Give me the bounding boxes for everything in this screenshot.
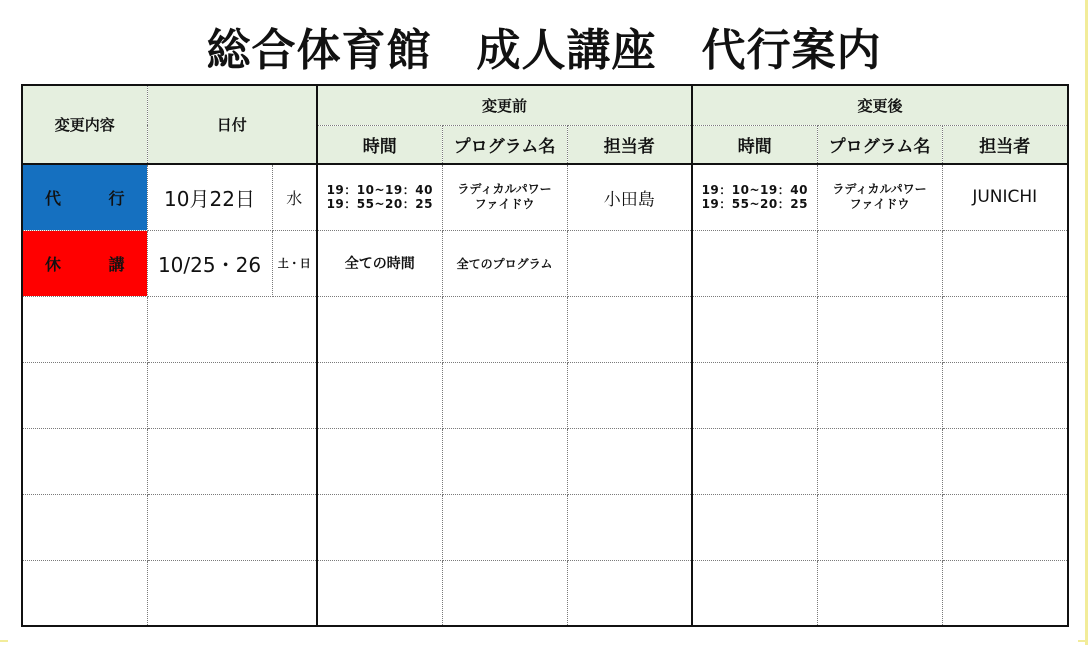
empty-cell — [692, 362, 817, 428]
header-before-program: プログラム名 — [442, 125, 567, 164]
program-line: ラディカルパワー — [457, 182, 552, 197]
empty-cell — [817, 560, 942, 626]
time-line: 19：10~19：40 — [326, 183, 433, 198]
empty-cell — [692, 296, 817, 362]
badge-char: 代 — [45, 188, 62, 208]
table-row — [22, 296, 1068, 362]
empty-cell — [692, 428, 817, 494]
header-before: 変更前 — [317, 85, 692, 125]
before-time-cell — [317, 164, 442, 230]
empty-cell — [22, 560, 147, 626]
empty-cell — [317, 296, 442, 362]
empty-cell — [567, 494, 692, 560]
empty-cell — [442, 494, 567, 560]
table-row — [22, 230, 1068, 296]
empty-cell — [817, 428, 942, 494]
empty-cell — [817, 296, 942, 362]
after-program-cell — [817, 230, 942, 296]
header-change-type: 変更内容 — [22, 85, 147, 164]
before-program-cell — [442, 164, 567, 230]
page-title: 総合体育館 成人講座 代行案内 — [206, 25, 882, 76]
empty-cell — [317, 494, 442, 560]
empty-cell — [22, 428, 147, 494]
header-before-instructor: 担当者 — [567, 125, 692, 164]
badge-char: 休 — [45, 254, 62, 274]
page-corner-mark — [0, 640, 8, 642]
empty-cell — [317, 428, 442, 494]
empty-cell — [942, 560, 1068, 626]
table-row — [22, 560, 1068, 626]
empty-cell — [22, 362, 147, 428]
empty-cell — [22, 494, 147, 560]
empty-cell — [942, 296, 1068, 362]
time-line: 19：55~20：25 — [701, 197, 808, 212]
substitute-badge — [22, 164, 147, 230]
empty-cell — [817, 494, 942, 560]
empty-cell — [442, 560, 567, 626]
cancel-badge — [22, 230, 147, 296]
empty-cell — [442, 296, 567, 362]
table-row — [22, 428, 1068, 494]
after-instructor-cell: JUNICHI — [942, 164, 1068, 230]
header-after-time: 時間 — [692, 125, 817, 164]
empty-cell — [147, 494, 317, 560]
empty-cell — [817, 362, 942, 428]
table-row — [22, 362, 1068, 428]
after-instructor-cell — [942, 230, 1068, 296]
before-time-cell: 全ての時間 — [317, 230, 442, 296]
day-of-week-cell: 土・日 — [272, 230, 317, 296]
header-before-time: 時間 — [317, 125, 442, 164]
day-of-week-cell: 水 — [272, 164, 317, 230]
header-after: 変更後 — [692, 85, 1068, 125]
empty-cell — [692, 494, 817, 560]
empty-cell — [147, 560, 317, 626]
empty-cell — [567, 362, 692, 428]
header-after-program: プログラム名 — [817, 125, 942, 164]
empty-cell — [147, 428, 317, 494]
empty-cell — [567, 428, 692, 494]
empty-cell — [942, 428, 1068, 494]
program-line: ラディカルパワー — [832, 182, 927, 197]
empty-cell — [692, 560, 817, 626]
before-program-cell: 全てのプログラム — [442, 230, 567, 296]
before-instructor-cell: 小田島 — [567, 164, 692, 230]
date-cell: 10/25・26 — [147, 230, 272, 296]
empty-cell — [567, 560, 692, 626]
empty-cell — [22, 296, 147, 362]
time-line: 19：55~20：25 — [326, 197, 433, 212]
empty-cell — [317, 362, 442, 428]
after-time-cell — [692, 230, 817, 296]
empty-cell — [442, 362, 567, 428]
table-row — [22, 494, 1068, 560]
header-after-instructor: 担当者 — [942, 125, 1068, 164]
badge-char: 行 — [108, 188, 125, 208]
after-program-cell — [817, 164, 942, 230]
badge-char: 講 — [108, 254, 125, 274]
time-line: 19：10~19：40 — [701, 183, 808, 198]
before-instructor-cell — [567, 230, 692, 296]
page-corner-mark — [1078, 640, 1086, 642]
empty-cell — [567, 296, 692, 362]
date-cell: 10月22日 — [147, 164, 272, 230]
empty-cell — [317, 560, 442, 626]
schedule-table — [21, 84, 1069, 627]
after-time-cell — [692, 164, 817, 230]
empty-cell — [942, 362, 1068, 428]
empty-cell — [147, 296, 317, 362]
empty-cell — [147, 362, 317, 428]
header-date: 日付 — [147, 85, 317, 164]
program-line: ファイドウ — [849, 197, 910, 212]
program-line: ファイドウ — [474, 197, 535, 212]
table-row — [22, 164, 1068, 230]
empty-cell — [442, 428, 567, 494]
empty-cell — [942, 494, 1068, 560]
